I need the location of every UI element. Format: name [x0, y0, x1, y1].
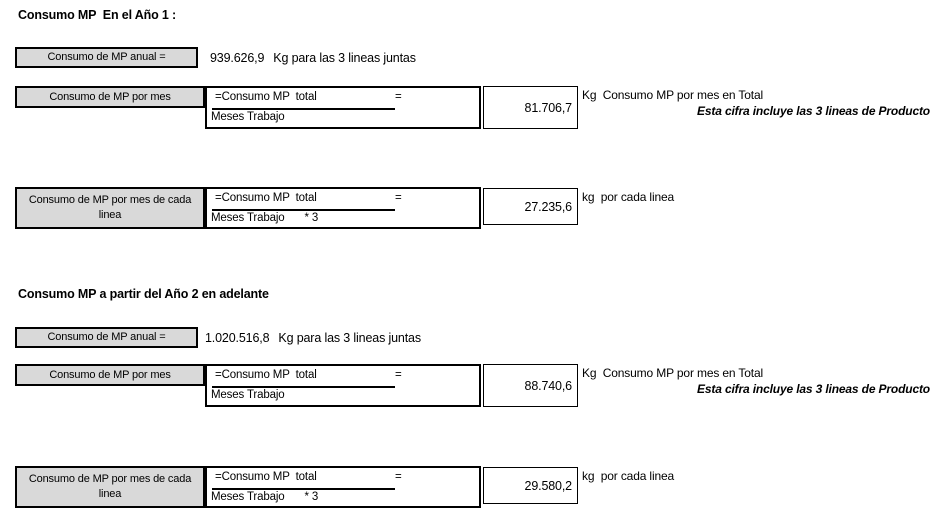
- fraction-bar: [212, 386, 395, 388]
- formula-equals-sign: =: [395, 369, 402, 381]
- annual-unit: Kg para las 3 lineas juntas: [278, 330, 421, 345]
- annual-label-cell[interactable]: [15, 47, 198, 68]
- row-label: Consumo de MP por mes: [49, 90, 171, 103]
- formula-numerator: =Consumo MP total: [215, 91, 317, 103]
- result-cell[interactable]: [483, 86, 578, 129]
- result-cell[interactable]: [483, 364, 578, 407]
- formula-cell[interactable]: [205, 86, 481, 129]
- formula-equals-sign: =: [395, 192, 402, 204]
- formula-numerator: =Consumo MP total: [215, 471, 317, 483]
- result-note: Kg Consumo MP por mes en Total: [582, 88, 763, 102]
- formula-cell[interactable]: [205, 187, 481, 229]
- section2-title: Consumo MP a partir del Año 2 en adelante: [18, 287, 269, 301]
- fraction-bar: [212, 209, 395, 211]
- result-value: 29.580,2: [524, 478, 572, 493]
- row-label: Consumo de MP por mes de cada linea: [28, 194, 192, 221]
- annual-value: 1.020.516,8: [205, 330, 270, 345]
- row-label-cell[interactable]: [15, 86, 205, 108]
- annual-value: 939.626,9: [210, 50, 265, 65]
- row-label-cell[interactable]: [15, 466, 205, 508]
- row-label-cell[interactable]: [15, 364, 205, 386]
- formula-cell[interactable]: [205, 364, 481, 407]
- annual-label: Consumo de MP anual =: [47, 51, 166, 63]
- fraction-bar: [212, 108, 395, 110]
- result-note: kg por cada linea: [582, 469, 675, 483]
- formula-denominator: Meses Trabajo: [211, 389, 285, 401]
- formula-equals-sign: =: [395, 91, 402, 103]
- result-cell[interactable]: [483, 188, 578, 225]
- result-value: 27.235,6: [524, 199, 572, 214]
- annual-value-line[interactable]: [210, 47, 416, 68]
- result-note-emphasis: Esta cifra incluye las 3 lineas de Producto: [697, 104, 930, 118]
- row-label-cell[interactable]: [15, 187, 205, 229]
- annual-label: Consumo de MP anual =: [47, 331, 166, 343]
- formula-multiplier: * 3: [304, 491, 319, 503]
- annual-value-line[interactable]: [205, 327, 421, 348]
- row-label: Consumo de MP por mes: [49, 368, 171, 381]
- formula-denominator: Meses Trabajo: [211, 111, 285, 123]
- annual-label-cell[interactable]: [15, 327, 198, 348]
- result-cell[interactable]: [483, 467, 578, 504]
- row-label: Consumo de MP por mes de cada linea: [28, 473, 192, 500]
- formula-denominator: Meses Trabajo: [211, 491, 285, 503]
- result-note: Kg Consumo MP por mes en Total: [582, 366, 763, 380]
- formula-multiplier: * 3: [304, 212, 319, 224]
- result-value: 88.740,6: [524, 378, 572, 393]
- annual-unit: Kg para las 3 lineas juntas: [273, 50, 416, 65]
- result-value: 81.706,7: [524, 100, 572, 115]
- result-note: kg por cada linea: [582, 190, 675, 204]
- formula-equals-sign: =: [395, 471, 402, 483]
- formula-cell[interactable]: [205, 466, 481, 508]
- fraction-bar: [212, 488, 395, 490]
- formula-denominator: Meses Trabajo: [211, 212, 285, 224]
- formula-numerator: =Consumo MP total: [215, 369, 317, 381]
- formula-numerator: =Consumo MP total: [215, 192, 317, 204]
- result-note-emphasis: Esta cifra incluye las 3 lineas de Producto: [697, 382, 930, 396]
- section1-title: Consumo MP En el Año 1 :: [18, 8, 177, 22]
